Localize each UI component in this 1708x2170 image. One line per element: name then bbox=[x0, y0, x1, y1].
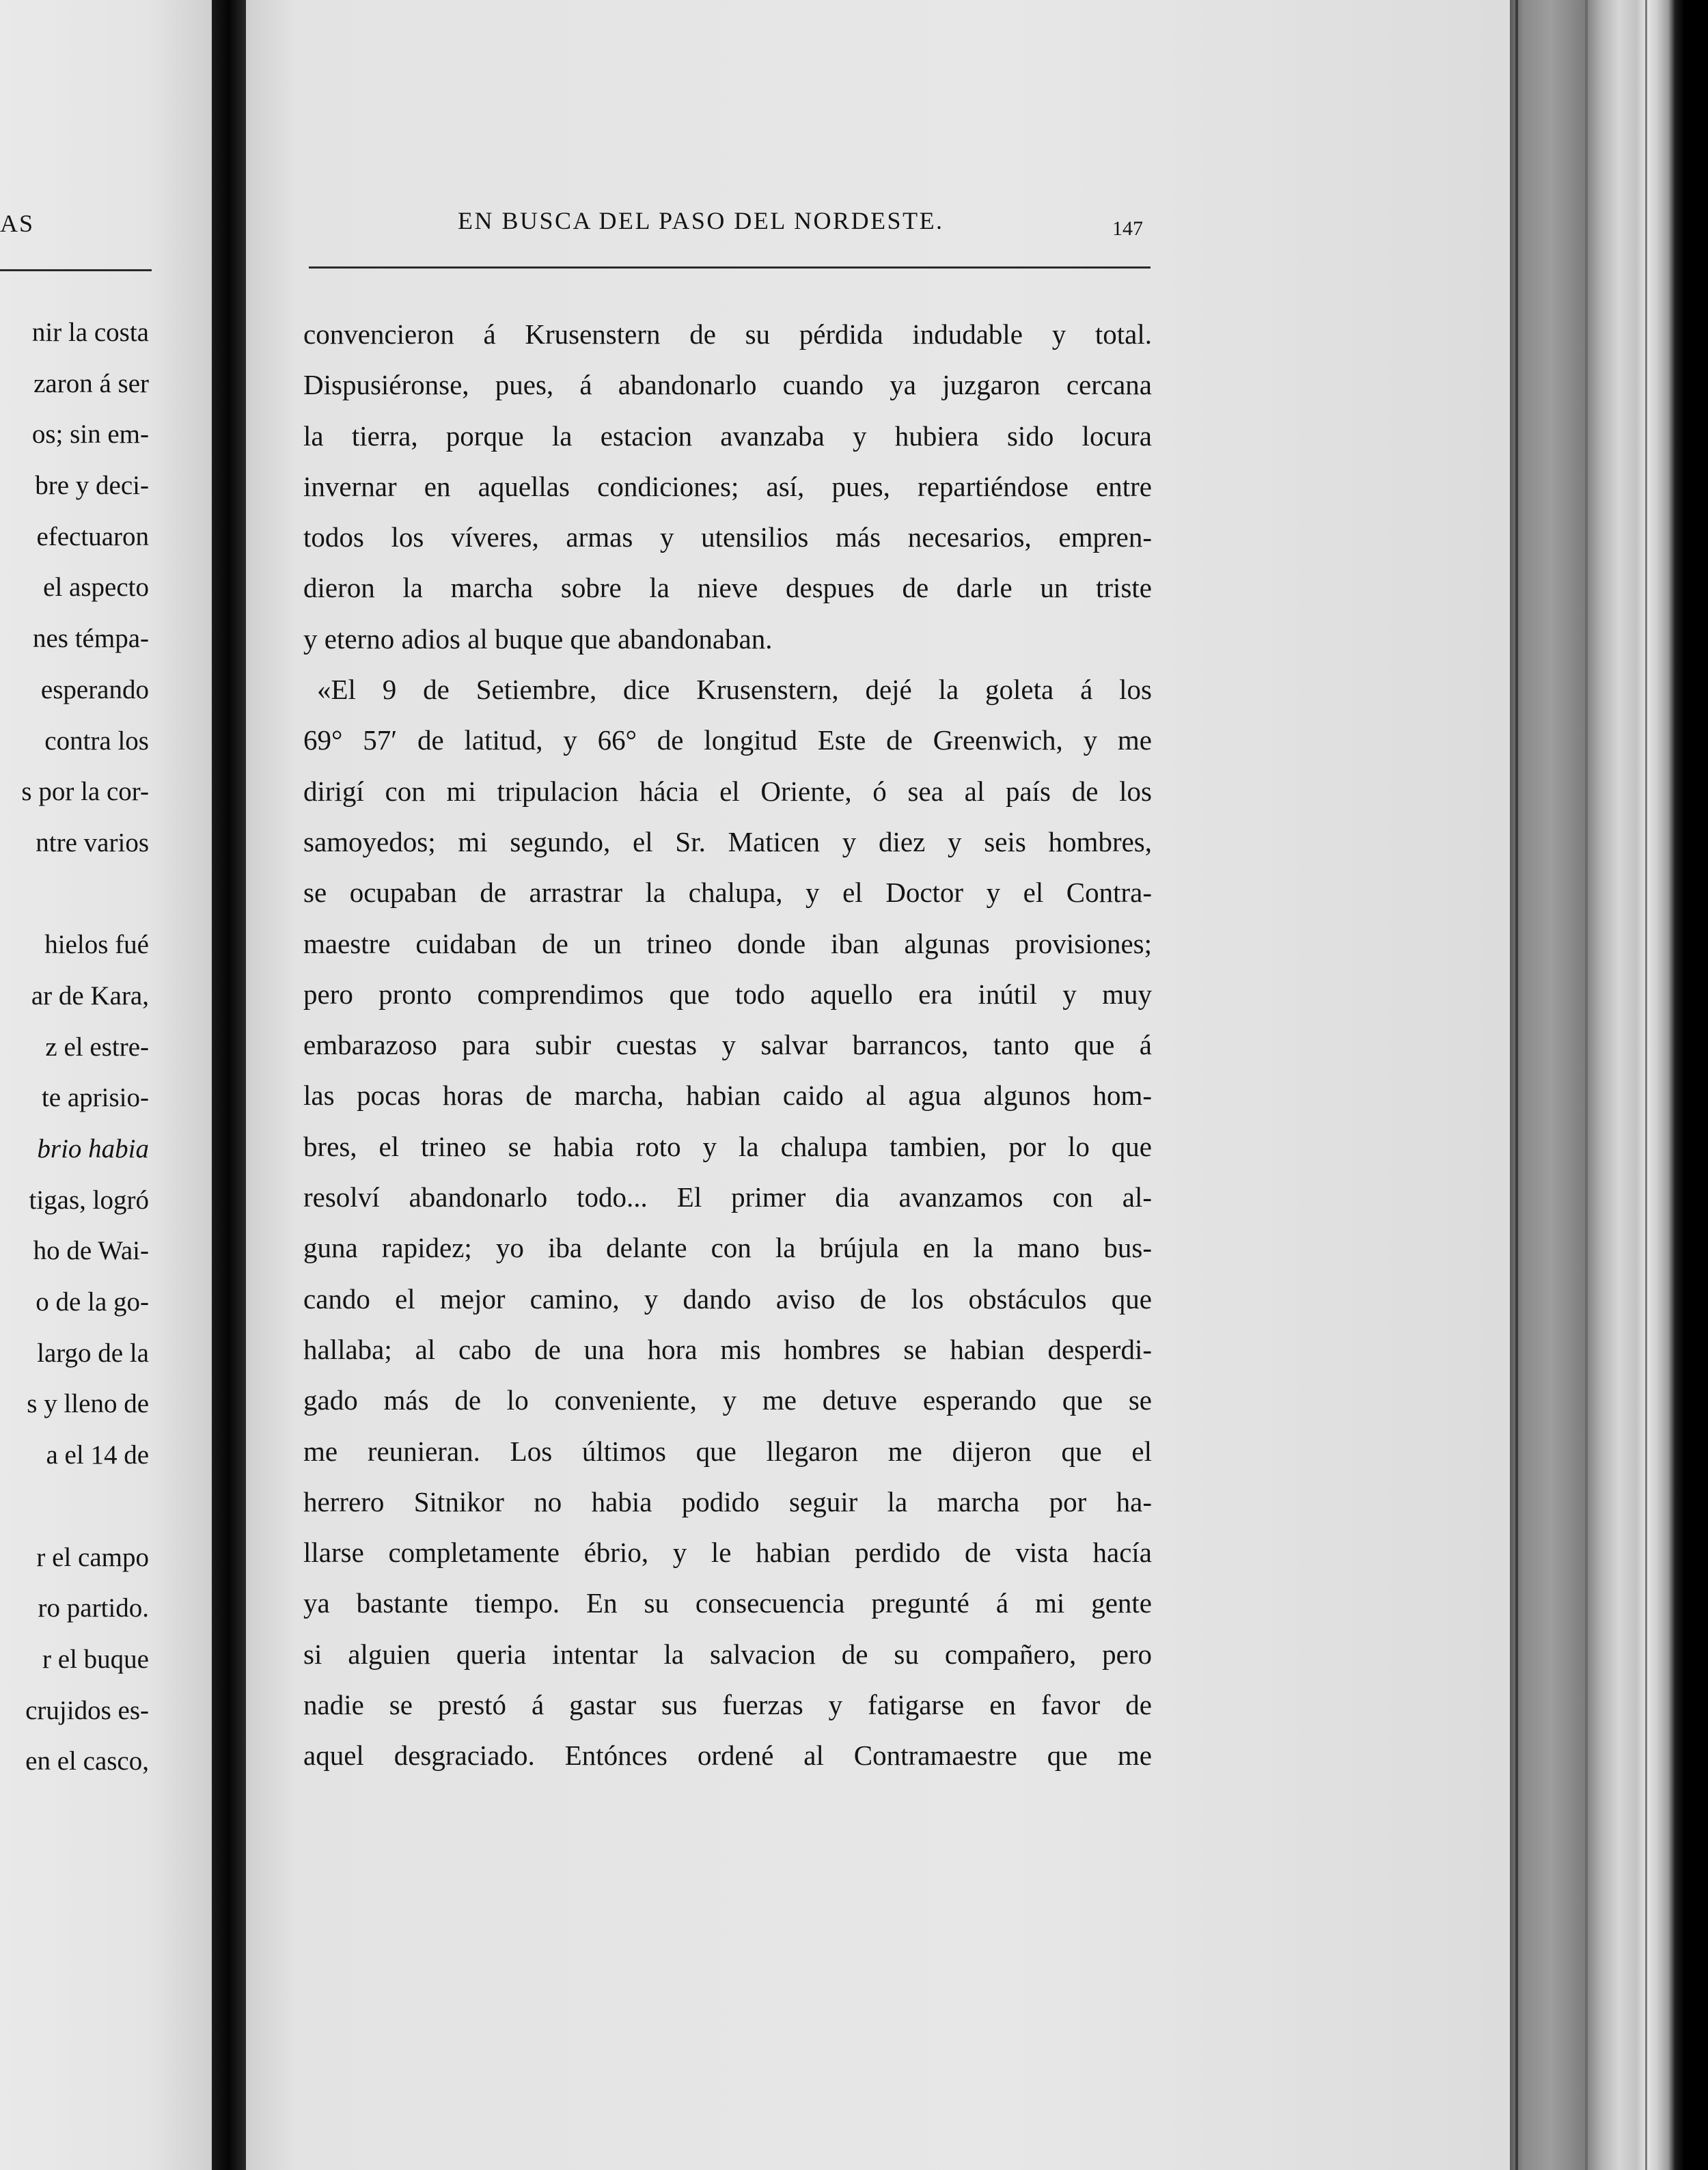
text-line: dirigí con mi tripulacion hácia el Oriente, ó sea al país de los bbox=[303, 775, 1152, 807]
text-line: pero pronto comprendimos que todo aquello era inútil y muy bbox=[303, 978, 1152, 1010]
text-line: y eterno adios al buque que abandonaban. bbox=[303, 622, 773, 655]
text-line: la tierra, porque la estacion avanzaba y hubiera sido locura bbox=[303, 420, 1152, 452]
left-text-line: nes témpa- bbox=[32, 624, 149, 654]
text-line: aquel desgraciado. Entónces ordené al Contramaestre que me bbox=[303, 1740, 1152, 1772]
left-text-line: bre y deci- bbox=[35, 471, 149, 501]
left-text-line: el aspecto bbox=[43, 573, 149, 603]
text-line: todos los víveres, armas y utensilios más necesarios, empren- bbox=[303, 521, 1152, 553]
left-page bbox=[0, 0, 212, 2170]
left-text-line: z el estre- bbox=[45, 1032, 149, 1062]
text-line: nadie se prestó á gastar sus fuerzas y fatigarse en favor de bbox=[303, 1689, 1152, 1721]
left-text-line: s y lleno de bbox=[27, 1389, 149, 1419]
text-line: se ocupaban de arrastrar la chalupa, y el Doctor y el Contra- bbox=[303, 877, 1152, 909]
left-text-line: en el casco, bbox=[25, 1746, 149, 1776]
left-text-line: ho de Wai- bbox=[33, 1236, 149, 1266]
left-text-line: tigas, logró bbox=[29, 1185, 149, 1215]
text-line: 69° 57′ de latitud, y 66° de longitud Este de Greenwich, y me bbox=[303, 724, 1152, 756]
page-edges bbox=[1510, 0, 1708, 2170]
text-line: bres, el trineo se habia roto y la chalupa tambien, por lo que bbox=[303, 1130, 1152, 1162]
left-text-line: o de la go- bbox=[36, 1287, 149, 1317]
header-rule bbox=[309, 266, 1151, 269]
left-text-line: zaron á ser bbox=[33, 368, 149, 398]
running-head: EN BUSCA DEL PASO DEL NORDESTE. bbox=[458, 207, 944, 234]
left-text-line: hielos fué bbox=[44, 930, 149, 960]
text-line: dieron la marcha sobre la nieve despues de darle un triste bbox=[303, 572, 1152, 604]
left-text-line: r el buque bbox=[42, 1644, 149, 1674]
text-line: si alguien queria intentar la salvacion de su compañero, pero bbox=[303, 1638, 1152, 1670]
text-line: cando el mejor camino, y dando aviso de los obstáculos que bbox=[303, 1282, 1152, 1315]
left-text-line: largo de la bbox=[37, 1338, 149, 1368]
text-line: hallaba; al cabo de una hora mis hombres se habian desperdi- bbox=[303, 1333, 1152, 1365]
body-text bbox=[303, 309, 1152, 1781]
left-page-text bbox=[0, 307, 149, 1787]
left-text-line: crujidos es- bbox=[25, 1695, 149, 1725]
text-line: embarazoso para subir cuestas y salvar barrancos, tanto que á bbox=[303, 1029, 1152, 1061]
page-number: 147 bbox=[1112, 217, 1143, 240]
left-text-line: ar de Kara, bbox=[31, 980, 149, 1011]
page-edge-line bbox=[1645, 0, 1647, 2170]
text-line: me reunieran. Los últimos que llegaron me dijeron que el bbox=[303, 1435, 1152, 1467]
page-edge-line bbox=[1515, 0, 1518, 2170]
text-line: ya bastante tiempo. En su consecuencia pregunté á mi gente bbox=[303, 1587, 1152, 1619]
page-edge-line bbox=[1585, 0, 1588, 2170]
text-line: «El 9 de Setiembre, dice Krusenstern, dejé la goleta á los bbox=[317, 674, 1152, 706]
left-text-line: esperando bbox=[40, 674, 149, 704]
text-line: herrero Sitnikor no habia podido seguir la marcha por ha- bbox=[303, 1485, 1152, 1517]
text-line: gado más de lo conveniente, y me detuve esperando que se bbox=[303, 1384, 1152, 1416]
text-line: convencieron á Krusenstern de su pérdida indudable y total. bbox=[303, 318, 1152, 350]
left-text-line: ro partido. bbox=[38, 1593, 149, 1623]
text-line: Dispusiéronse, pues, á abandonarlo cuando ya juzgaron cercana bbox=[303, 369, 1152, 401]
left-text-line: s por la cor- bbox=[21, 777, 149, 807]
text-line: resolví abandonarlo todo... El primer dia avanzamos con al- bbox=[303, 1181, 1152, 1213]
left-text-line: os; sin em- bbox=[31, 420, 149, 450]
left-text-line: ntre varios bbox=[36, 827, 149, 857]
text-line: llarse completamente ébrio, y le habian perdido de vista hacía bbox=[303, 1537, 1152, 1569]
right-page bbox=[246, 0, 1510, 2170]
book-gutter bbox=[212, 0, 246, 2170]
text-line: maestre cuidaban de un trineo donde iban algunas provisiones; bbox=[303, 927, 1152, 959]
left-page-header: AS bbox=[0, 210, 35, 237]
left-text-line bbox=[0, 1481, 149, 1533]
text-line: invernar en aquellas condiciones; así, pues, repartiéndose entre bbox=[303, 470, 1152, 502]
left-header-rule bbox=[0, 269, 152, 271]
left-text-line bbox=[0, 869, 149, 920]
left-text-line: efectuaron bbox=[36, 521, 149, 551]
left-text-line: nir la costa bbox=[31, 318, 149, 347]
text-line: samoyedos; mi segundo, el Sr. Maticen y diez y seis hombres, bbox=[303, 825, 1152, 857]
left-text-line: a el 14 de bbox=[46, 1440, 149, 1470]
text-line: guna rapidez; yo iba delante con la brújula en la mano bus- bbox=[303, 1232, 1152, 1264]
left-text-line: brio habia bbox=[37, 1134, 149, 1164]
left-text-line: te aprisio- bbox=[41, 1083, 149, 1113]
text-line: las pocas horas de marcha, habian caido al agua algunos hom- bbox=[303, 1080, 1152, 1112]
left-text-line: contra los bbox=[44, 726, 149, 756]
left-text-line: r el campo bbox=[36, 1542, 149, 1572]
